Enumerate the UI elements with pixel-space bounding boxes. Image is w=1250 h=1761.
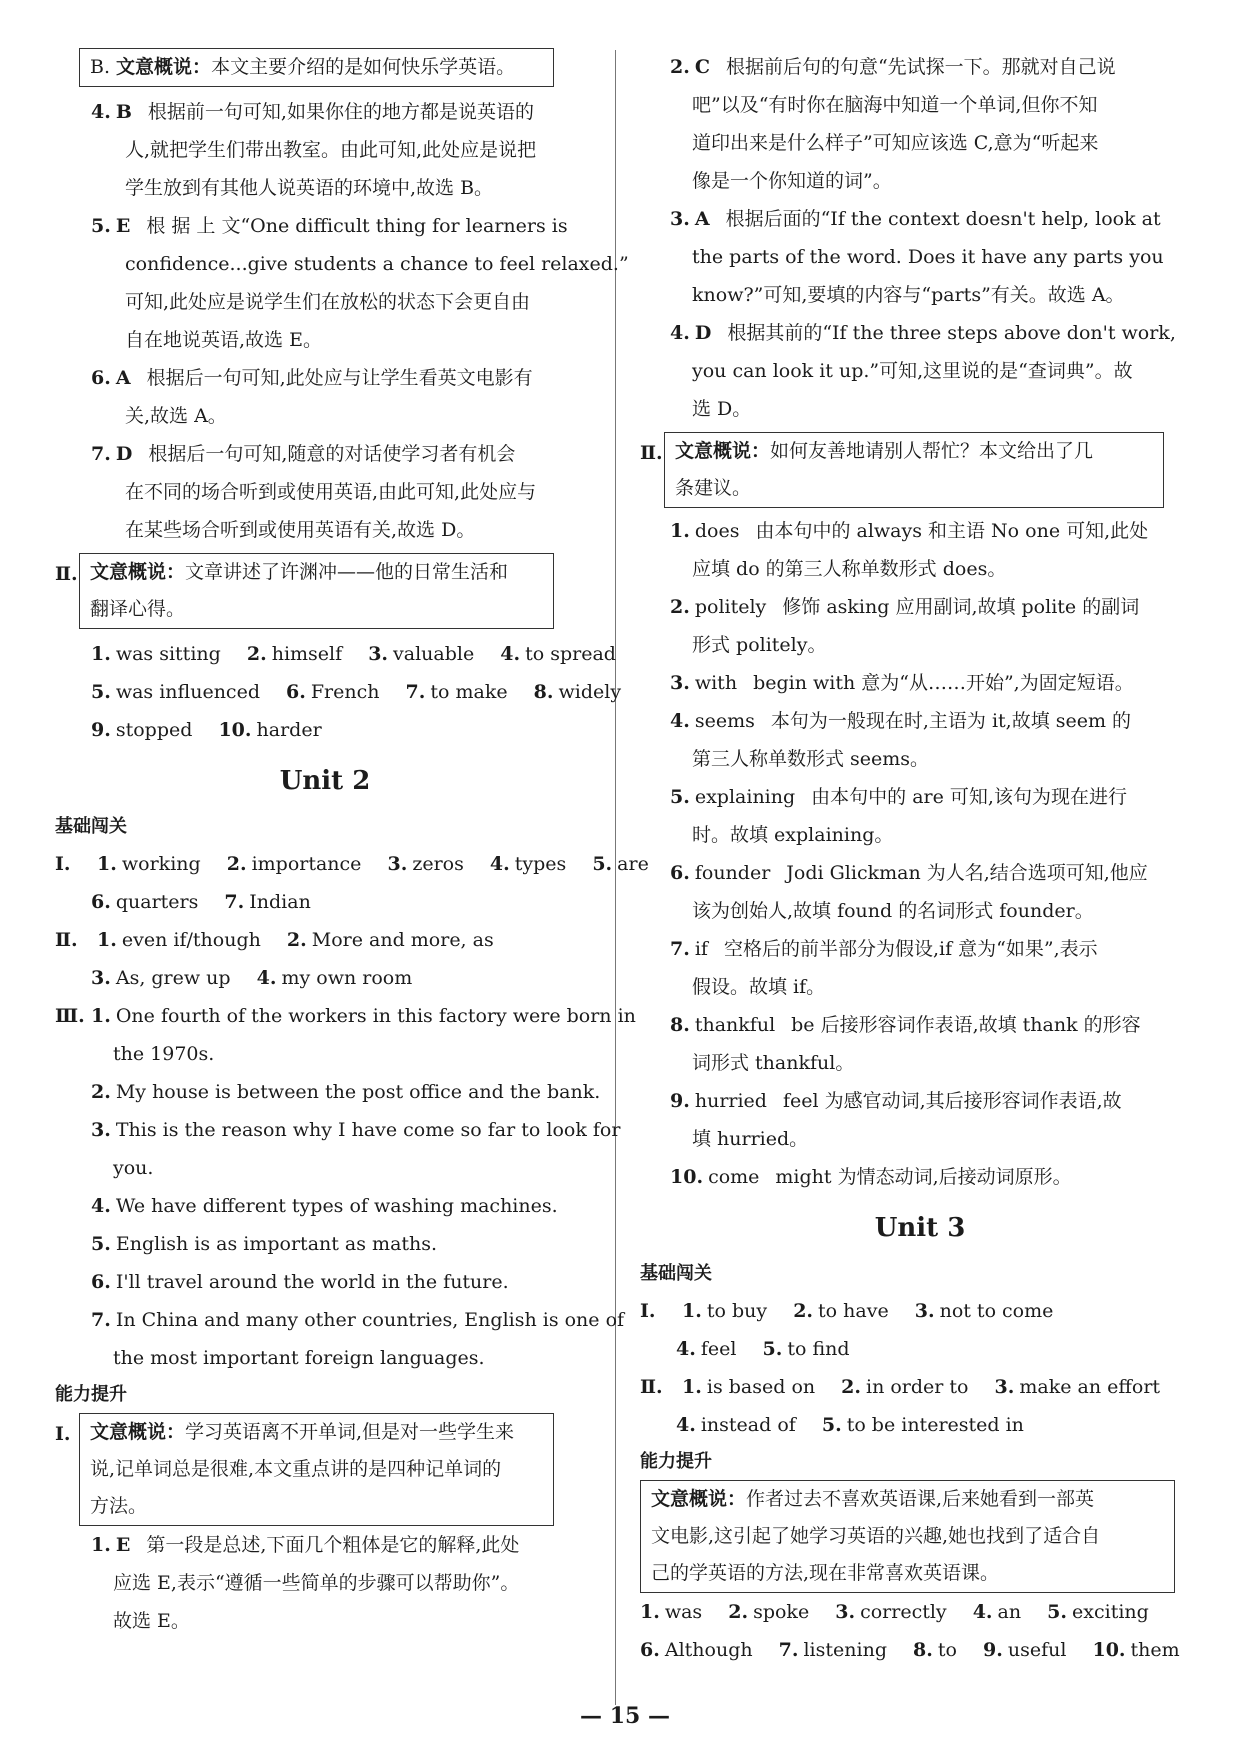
page-number: — 15 — (580, 1703, 670, 1729)
answer-item-3a: 3. A 根据后面的“If the context doesn't help, look at the parts of the word. Does it have any parts you know?”可知,要填的内容与“parts”有关。故选 A。 (670, 208, 1164, 306)
unit-3-title: Unit 3 (874, 1213, 966, 1243)
unit-2-title: Unit 2 (279, 766, 371, 796)
unit3-basic-title: 基础闯关 (640, 1263, 712, 1284)
unit3-advanced-answers: 1. was 2. spoke 3. correctly 4. an 5. exciting 6. Although 7. listening 8. to 9. useful 10. them (640, 1601, 1180, 1661)
summary-box-b: B. 文意概说：本文主要介绍的是如何快乐学英语。 (79, 48, 554, 87)
column-divider (615, 50, 616, 1705)
basic-section-title: 基础闯关 (55, 816, 127, 837)
unit2-basic-ii: Ⅱ. 1. even if/though 2. More and more, as 3. As, grew up 4. my own room (55, 929, 494, 989)
unit3-basic-i: Ⅰ. 1. to buy 2. to have 3. not to come 4. feel 5. to find (640, 1300, 1054, 1360)
advanced-section-title: 能力提升 (55, 1384, 127, 1405)
answer-item-4d: 4. D 根据其前的“If the three steps above don't work, you can look it up.”可知,这里说的是“查词典”。故 选 D。 (670, 322, 1176, 420)
right-section-ii-items: 1. does 由本句中的 always 和主语 No one 可知,此处 应填 do 的第三人称单数形式 does。 2. politely 修饰 asking 应用副词,故填 polite 的副词 形式 politely。 3. with begin with 意为“从……开始”,为固定短语。 4. seems 本句为一般现在时,主语为 it,故填 seem 的 第三人称单数形式 seems。 5. explaining 由本句中的 are 可知,该句为现在进行 时。故填 explaining。 6. founder Jodi Glickman 为人名,结合选项可知,他应 该为创始人,故填 found 的名词形式 founder。 7. if 空格后的前半部分为假设,if 意为“如果”,表示 假设。故填 if。 8. thankful be 后接形容词作表语,故填 thank 的形容 词形式 thankful。 9. hurried feel 为感官动词,其后接形容词作表语,故 填 hurried。 10. come might 为情态动词,后接动词原形。 (670, 520, 1149, 1188)
section-ii-answers: 1. was sitting 2. himself 3. valuable 4. to spread 5. was influenced 6. French 7. to make 8. widely 9. stopped 10. harder (91, 643, 622, 741)
unit2-basic-iii: Ⅲ. 1. One fourth of the workers in this factory were born in the 1970s. 2. My house is between the post office and the bank. 3. This is the reason why I have come so far to look for you. 4. We have different types of washing machines. 5. English is as important as maths. 6. I'll travel around the world in the future. 7. In China and many other countries, English is one of the most important foreign languages. (55, 1005, 636, 1369)
right-section-ii-summary: Ⅱ. 文意概说：如何友善地请别人帮忙？本文给出了几 条建议。 (640, 432, 1200, 508)
unit2-advanced-item-1: 1. E 第一段是总述,下面几个粗体是它的解释,此处 应选 E,表示“遵循一些简单的步骤可以帮助你”。 故选 E。 (91, 1534, 520, 1632)
unit2-basic-i: Ⅰ. 1. working 2. importance 3. zeros 4. types 5. are 6. quarters 7. Indian (55, 853, 649, 913)
unit3-advanced-title: 能力提升 (640, 1451, 712, 1472)
left-column (55, 48, 649, 1640)
unit3-advanced-summary: 文意概说：作者过去不喜欢英语课,后来她看到一部英 文电影,这引起了她学习英语的兴趣,她也找到了适合自 己的学英语的方法,现在非常喜欢英语课。 (640, 1480, 1175, 1593)
answer-item-4: 4. B 根据前一句可知,如果你住的地方都是说英语的 人,就把学生们带出教室。由此可知,此处应是说把 学生放到有其他人说英语的环境中,故选 B。 (91, 101, 537, 199)
unit2-advanced-summary: Ⅰ. 文意概说：学习英语离不开单词,但是对一些学生来 说,记单词总是很难,本文重点讲的是四种记单词的 方法。 (55, 1413, 595, 1526)
section-ii-summary: Ⅱ. 文意概说：文章讲述了许渊冲——他的日常生活和 翻译心得。 (55, 553, 595, 629)
answer-item-6: 6. A 根据后一句可知,此处应与让学生看英文电影有 关,故选 A。 (91, 367, 533, 427)
right-column (640, 48, 1200, 1669)
unit3-basic-ii: Ⅱ. 1. is based on 2. in order to 3. make an effort 4. instead of 5. to be interested in (640, 1376, 1161, 1436)
answer-item-5: 5. E 根 据 上 文“One difficult thing for learners is confidence...give students a chance to feel relaxed.” 可知,此处应是说学生们在放松的状态下会更自由 自在地说英语,故选 E。 (91, 215, 629, 351)
answer-item-2c: 2. C 根据前后句的句意“先试探一下。那就对自己说 吧”以及“有时你在脑海中知道一个单词,但你不知 道印出来是什么样子”可知应该选 C,意为“听起来 像是一个你知道的词”。 (670, 56, 1116, 192)
answer-item-7: 7. D 根据后一句可知,随意的对话使学习者有机会 在不同的场合听到或使用英语,由此可知,此处应与 在某些场合听到或使用英语有关,故选 D。 (91, 443, 537, 541)
